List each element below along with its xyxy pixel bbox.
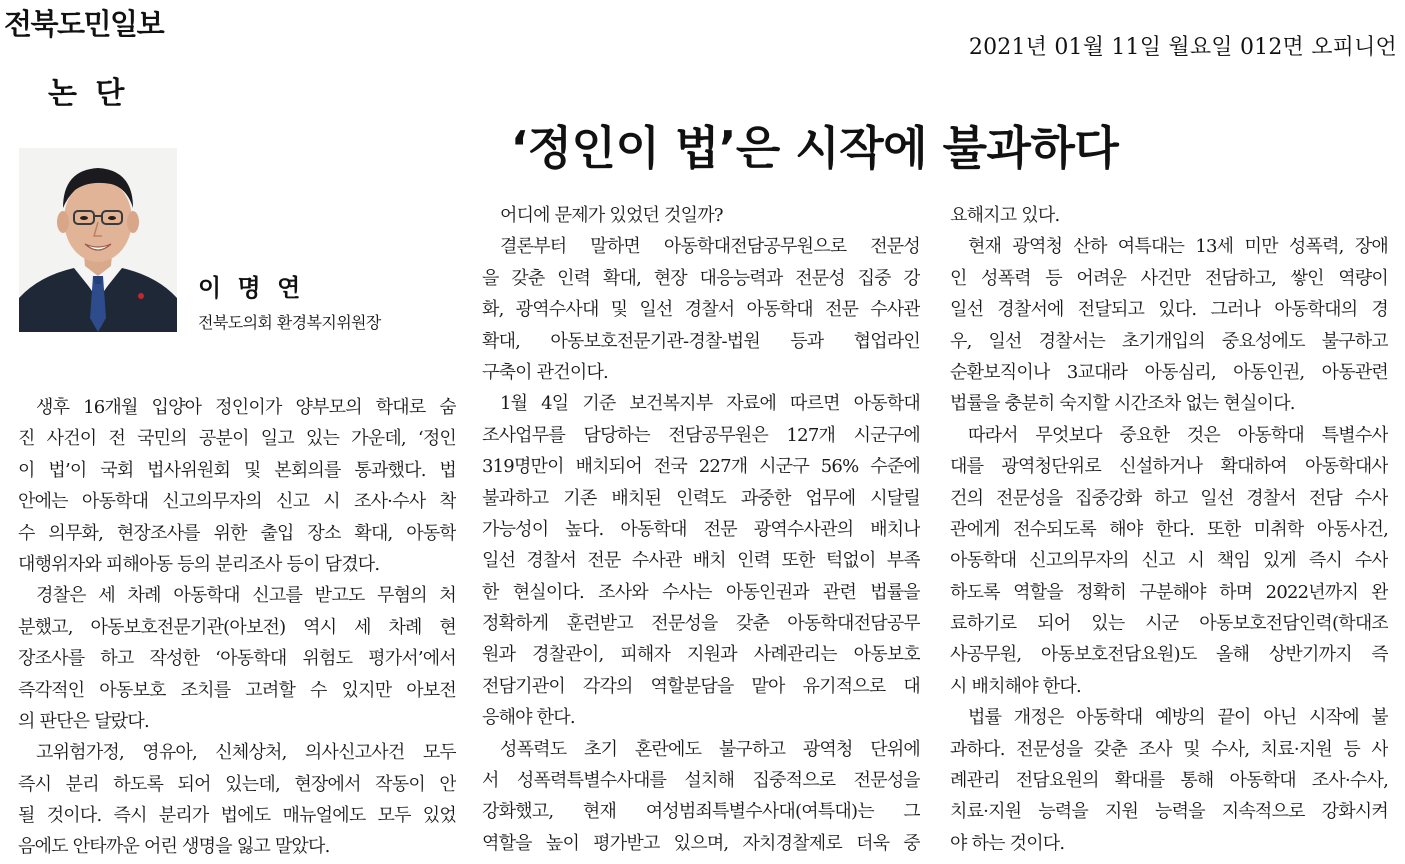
article-line: 원과 경찰관이, 피해자 지원과 사례관리는 아동보호: [482, 644, 920, 666]
article-line: 경찰은 세 차례 아동학대 신고를 받고도 무혐의 처: [36, 585, 456, 607]
author-name: 이 명 연: [198, 274, 305, 302]
article-line: 치료·지원 능력을 지원 능력을 지속적으로 강화시켜: [950, 801, 1388, 823]
author-portrait: [19, 148, 177, 332]
article-line: 인 성폭력 등 어려운 사건만 전담하고, 쌓인 역량이: [950, 267, 1388, 289]
article-line: 서 성폭력특별수사대를 설치해 집중적으로 전문성을: [482, 770, 920, 792]
article-line: 을 갖춘 인력 확대, 현장 대응능력과 전문성 집중 강: [482, 267, 920, 289]
article-line: 대행위자와 피해아동 등의 분리조사 등이 담겼다.: [18, 553, 380, 575]
issue-dateline: 2021년 01월 11일 월요일 012면 오피니언: [968, 35, 1397, 60]
article-line: 전담기관이 각각의 역할분담을 맡아 유기적으로 대: [482, 675, 920, 697]
article-line: 즉각적인 아동보호 조치를 고려할 수 있지만 아보전: [18, 679, 456, 701]
article-column-2: [482, 200, 920, 859]
article-line: 사공무원, 아동보호전담요원)도 올해 상반기까지 즉: [950, 644, 1388, 666]
article-line: 불과하고 기존 배치된 인력도 과중한 업무에 시달릴: [482, 487, 920, 509]
article-line: 성폭력도 초기 혼란에도 불구하고 광역청 단위에: [500, 738, 920, 760]
article-line: 이 법’이 국회 법사위원회 및 본회의를 통과했다. 법: [18, 459, 456, 481]
article-line: 관에게 전수되도록 해야 한다. 또한 미취학 아동사건,: [950, 518, 1388, 540]
article-line: 고위험가정, 영유아, 신체상처, 의사신고사건 모두: [36, 742, 456, 764]
article-line: 구축이 관건이다.: [482, 361, 608, 383]
article-line: 319명만이 배치되어 전국 227개 시군구 56% 수준에: [482, 456, 920, 478]
article-column-3: [950, 200, 1388, 859]
article-line: 안에는 아동학대 신고의무자의 신고 시 조사·수사 착: [18, 491, 456, 513]
article-line: 결론부터 말하면 아동학대전담공무원으로 전문성: [500, 236, 920, 258]
article-line: 따라서 무엇보다 중요한 것은 아동학대 특별수사: [968, 424, 1388, 446]
article-line: 생후 16개월 입양아 정인이가 양부모의 학대로 숨: [36, 397, 456, 418]
article-line: 과하다. 전문성을 갖춘 조사 및 수사, 치료·지원 등 사: [950, 738, 1388, 760]
article-line: 확대, 아동보호전문기관-경찰-법원 등과 협업라인: [482, 330, 920, 352]
article-line: 일선 경찰서 전문 수사관 배치 인력 또한 턱없이 부족: [482, 550, 920, 572]
article-line: 수 의무화, 현장조사를 위한 출입 장소 확대, 아동학: [18, 522, 456, 544]
article-line: 한 현실이다. 조사와 수사는 아동인권과 관련 법률을: [482, 581, 920, 603]
article-line: 야 하는 것이다.: [950, 832, 1065, 854]
article-line: 순환보직이나 3교대라 아동심리, 아동인권, 아동관련: [950, 361, 1388, 383]
article-line: 법률을 충분히 숙지할 시간조차 없는 현실이다.: [950, 393, 1295, 415]
article-line: 일선 경찰서에 전달되고 있다. 그러나 아동학대의 경: [950, 299, 1388, 321]
article-line: 어디에 문제가 있었던 것일까?: [500, 205, 723, 226]
article-line: 화, 광역수사대 및 일선 경찰서 아동학대 전문 수사관: [482, 299, 920, 321]
section-label: 논 단: [48, 76, 129, 111]
article-line: 역할을 높이 평가받고 있으며, 자치경찰제로 더욱 중: [482, 832, 920, 854]
article-line: 아동학대 신고의무자의 신고 시 책임 있게 즉시 수사: [950, 550, 1388, 572]
article-line: 대를 광역청단위로 신설하거나 확대하여 아동학대사: [950, 456, 1388, 478]
article-line: 건의 전문성을 집중강화 하고 일선 경찰서 전담 수사: [950, 487, 1388, 509]
article-line: 1월 4일 기준 보건복지부 자료에 따르면 아동학대: [500, 393, 920, 415]
article-line: 조사업무를 담당하는 전담공무원은 127개 시군구에: [482, 424, 920, 446]
article-line: 음에도 안타까운 어린 생명을 잃고 말았다.: [18, 836, 330, 858]
article-column-1: [18, 392, 456, 863]
article-line: 가능성이 높다. 아동학대 전문 광역수사관의 배치나: [482, 518, 920, 540]
newspaper-masthead: 전북도민일보: [4, 7, 164, 41]
article-line: 될 것이다. 즉시 분리가 법에도 매뉴얼에도 모두 있었: [18, 805, 456, 827]
article-line: 응해야 한다.: [482, 707, 575, 729]
article-line: 즉시 분리 하도록 되어 있는데, 현장에서 작동이 안: [18, 773, 456, 795]
article-line: 우, 일선 경찰서는 초기개입의 중요성에도 불구하고: [950, 330, 1388, 352]
article-line: 현재 광역청 산하 여특대는 13세 미만 성폭력, 장애: [968, 236, 1388, 258]
article-line: 진 사건이 전 국민의 공분이 일고 있는 가운데, ‘정인: [18, 428, 456, 450]
article-line: 료하기로 되어 있는 시군 아동보호전담인력(학대조: [950, 613, 1388, 635]
article-line: 강화했고, 현재 여성범죄특별수사대(여특대)는 그: [482, 801, 920, 823]
article-line: 분했고, 아동보호전문기관(아보전) 역시 세 차례 현: [18, 616, 456, 638]
article-headline: ‘정인이 법’은 시작에 불과하다: [510, 121, 1119, 175]
article-line: 의 판단은 달랐다.: [18, 710, 149, 732]
article-line: 시 배치해야 한다.: [950, 675, 1081, 697]
article-line: 례관리 전담요원의 확대를 통해 아동학대 조사·수사,: [950, 770, 1388, 792]
article-line: 법률 개정은 아동학대 예방의 끝이 아닌 시작에 불: [968, 707, 1388, 729]
author-title: 전북도의회 환경복지위원장: [198, 313, 381, 332]
article-line: 요해지고 있다.: [950, 205, 1060, 226]
article-line: 장조사를 하고 작성한 ‘아동학대 위험도 평가서’에서: [18, 648, 456, 670]
article-line: 정확하게 훈련받고 전문성을 갖춘 아동학대전담공무: [482, 613, 920, 635]
article-line: 하도록 역할을 정확히 구분해야 하며 2022년까지 완: [950, 581, 1388, 603]
